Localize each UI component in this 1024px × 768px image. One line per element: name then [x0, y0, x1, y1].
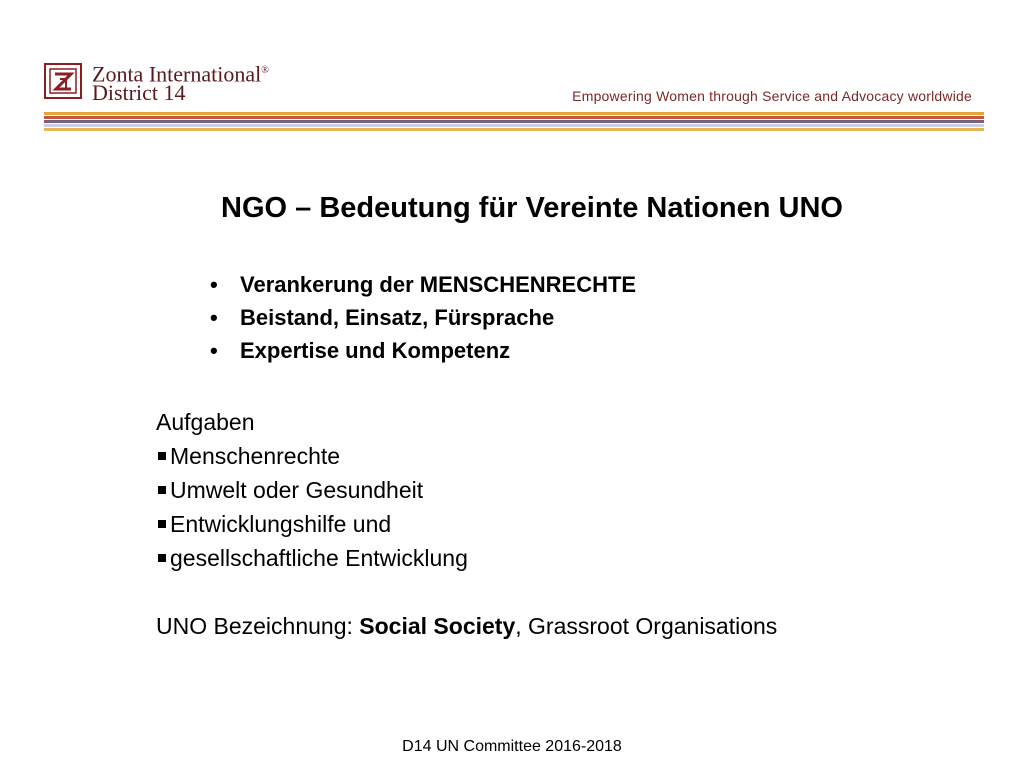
bullet-icon: •: [210, 305, 218, 330]
registered-mark: ®: [261, 65, 269, 76]
task-item: Menschenrechte: [156, 439, 468, 473]
bullet-icon: •: [210, 272, 218, 297]
key-point: • Expertise und Kompetenz: [210, 334, 636, 367]
stripe: [44, 112, 984, 115]
slide-footer: D14 UN Committee 2016-2018: [402, 738, 622, 755]
key-point: • Beistand, Einsatz, Fürsprache: [210, 301, 636, 334]
square-bullet-icon: [158, 452, 166, 460]
square-bullet-icon: [158, 520, 166, 528]
stripe: [44, 120, 984, 123]
key-points-list: [210, 268, 636, 367]
task-item: gesellschaftliche Entwicklung: [156, 541, 468, 575]
stripe: [44, 116, 984, 119]
stripe: [44, 128, 984, 131]
square-bullet-icon: [158, 486, 166, 494]
stripe: [44, 124, 984, 127]
tasks-heading: Aufgaben: [156, 409, 255, 435]
un-designation: UNO Bezeichnung: Social Society, Grassroot Organisations: [156, 613, 778, 639]
org-name: Zonta International®: [92, 61, 269, 87]
zonta-logo-icon: [44, 63, 82, 99]
slide-header: [0, 0, 1024, 140]
square-bullet-icon: [158, 554, 166, 562]
key-point: • Verankerung der MENSCHENRECHTE: [210, 268, 636, 301]
bullet-icon: •: [210, 338, 218, 363]
district-label: District 14: [92, 80, 186, 105]
tagline: Empowering Women through Service and Advocacy worldwide: [572, 88, 972, 104]
un-designation-bold: Social Society: [359, 613, 516, 639]
task-item: Umwelt oder Gesundheit: [156, 473, 468, 507]
slide-title: NGO – Bedeutung für Vereinte Nationen UNO: [221, 192, 843, 224]
tasks-section: [156, 405, 468, 575]
task-item: Entwicklungshilfe und: [156, 507, 468, 541]
decorative-stripes: [44, 112, 984, 132]
